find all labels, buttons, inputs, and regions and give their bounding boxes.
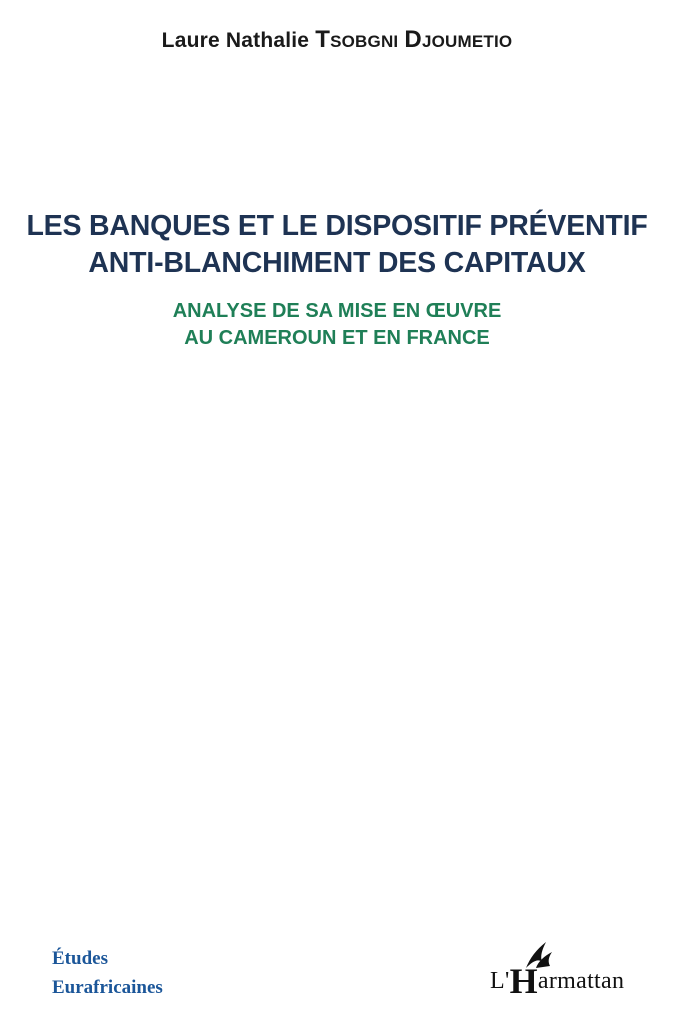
author-last-name-1: Tsobgni	[315, 26, 399, 53]
author-name	[0, 26, 674, 54]
author-last-name-2: Djoumetio	[404, 26, 513, 53]
collection-name	[52, 944, 163, 1002]
publisher-wordmark	[490, 960, 624, 1002]
book-title	[0, 208, 674, 282]
publisher-initial: H	[509, 961, 538, 1001]
book-subtitle-line-1: ANALYSE DE SA MISE EN ŒUVRE	[172, 300, 502, 322]
collection-line-2: Eurafricaines	[52, 977, 163, 998]
book-subtitle-line-2: AU CAMEROUN ET EN FRANCE	[184, 327, 490, 349]
publisher-prefix: L'	[490, 968, 510, 994]
book-title-line-2: ANTI-BLANCHIMENT DES CAPITAUX	[88, 247, 586, 279]
author-first-names: Laure Nathalie	[161, 29, 310, 52]
book-title-line-1: LES BANQUES ET LE DISPOSITIF PRÉVENTIF	[26, 210, 648, 242]
book-subtitle	[0, 298, 674, 352]
publisher-rest: armattan	[537, 968, 625, 994]
publisher-logo	[490, 940, 640, 1000]
collection-line-1: Études	[52, 948, 108, 969]
